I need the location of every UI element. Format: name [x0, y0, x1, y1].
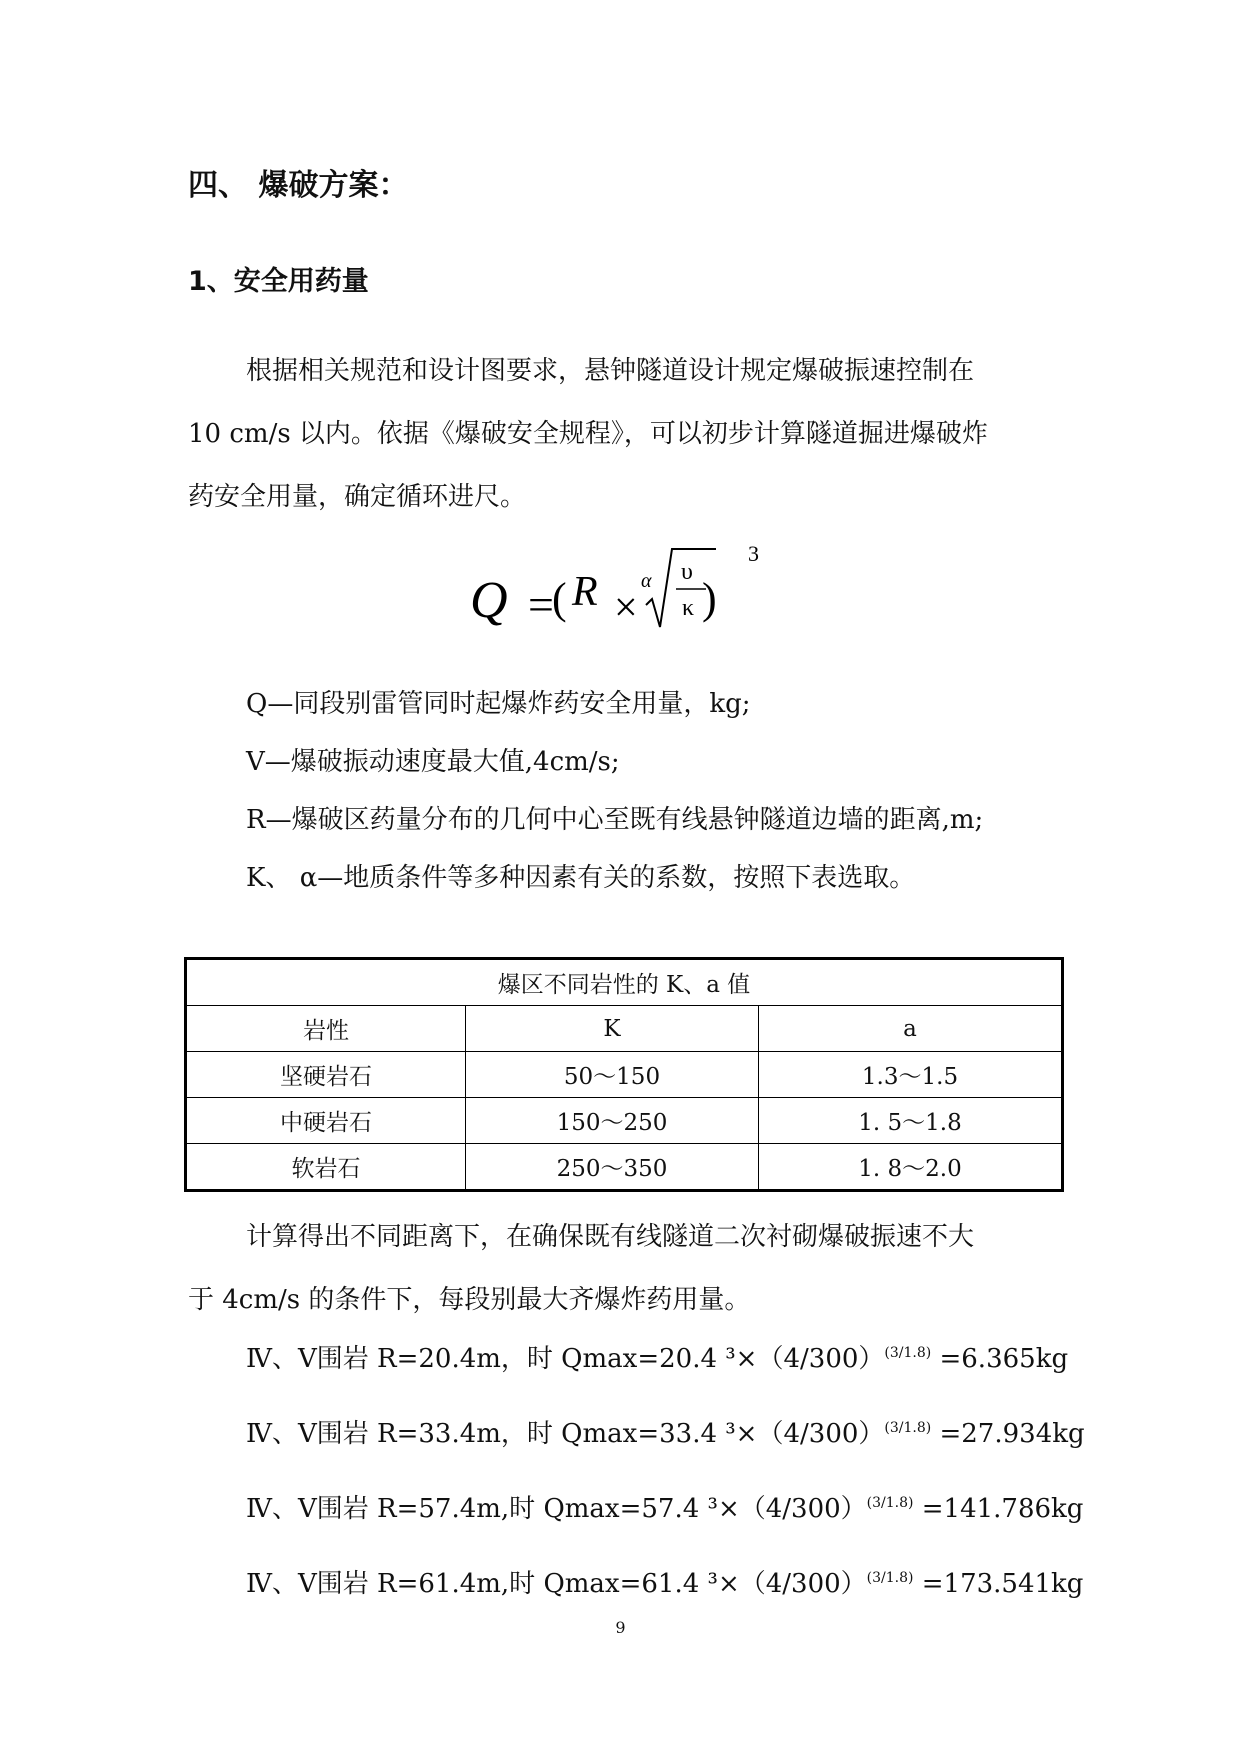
formula-denominator: κ: [682, 595, 695, 621]
calc-expression: Ⅳ、Ⅴ围岩 R=61.4m,时 Qmax=61.4 ³×（4/300）: [246, 1569, 867, 1599]
table-row: [186, 1052, 1063, 1098]
formula-equals: =: [528, 579, 554, 630]
calc-exponent: (3/1.8): [866, 1570, 914, 1586]
formula-exponent: 3: [748, 541, 759, 566]
definition-q: Q—同段别雷管同时起爆炸药安全用量，kg;: [246, 689, 751, 719]
formula-q: Q: [470, 572, 508, 629]
calc-exponent: (3/1.8): [884, 1420, 932, 1436]
table-caption: 爆区不同岩性的 K、a 值: [186, 959, 1063, 1006]
definition-k-alpha: K、 α—地质条件等多种因素有关的系数，按照下表选取。: [246, 863, 916, 893]
calc-expression: Ⅳ、Ⅴ围岩 R=20.4m，时 Qmax=20.4 ³×（4/300）: [246, 1344, 885, 1374]
calc-expression: Ⅳ、Ⅴ围岩 R=57.4m,时 Qmax=57.4 ³×（4/300）: [246, 1494, 867, 1524]
cell-rock-type: 中硬岩石: [186, 1098, 466, 1144]
intro-line-2: 10 cm/s 以内。依据《爆破安全规程》，可以初步计算隧道掘进爆破炸: [188, 419, 988, 449]
section-title: 四、 爆破方案：: [188, 168, 409, 203]
cell-k: 250～350: [466, 1144, 759, 1191]
rock-coefficient-table: [184, 957, 1064, 1192]
formula-alpha: α: [641, 570, 652, 592]
cell-rock-type: 软岩石: [186, 1144, 466, 1191]
cell-a: 1. 5～1.8: [759, 1098, 1063, 1144]
subsection-title: 1、安全用药量: [188, 266, 369, 297]
page-number: 9: [615, 1618, 626, 1637]
cell-a: 1.3～1.5: [759, 1052, 1063, 1098]
header-a: a: [759, 1006, 1063, 1052]
formula-right-paren: ): [702, 574, 717, 623]
calc-exponent: (3/1.8): [866, 1495, 914, 1511]
calc-result: =173.541kg: [913, 1569, 1084, 1599]
cell-k: 150～250: [466, 1098, 759, 1144]
calc-line: [246, 1413, 1085, 1450]
header-k: K: [466, 1006, 759, 1052]
table-header-row: [186, 1006, 1063, 1052]
formula-left-paren: (: [552, 574, 567, 623]
cell-k: 50～150: [466, 1052, 759, 1098]
calc-line: [246, 1488, 1083, 1525]
intro-line-3: 药安全用量，确定循环进尺。: [188, 482, 527, 512]
table-caption-row: [186, 959, 1063, 1006]
calc-result: =141.786kg: [913, 1494, 1084, 1524]
calc-line: [246, 1563, 1083, 1600]
formula-times: ×: [614, 585, 638, 631]
definition-v: V—爆破振动速度最大值,4cm/s;: [246, 747, 620, 777]
calc-line: [246, 1338, 1068, 1375]
header-rock-type: 岩性: [186, 1006, 466, 1052]
intro-line-1: 根据相关规范和设计图要求，悬钟隧道设计规定爆破振速控制在: [246, 356, 975, 386]
table-row: [186, 1144, 1063, 1191]
result-line-2: 于 4cm/s 的条件下，每段别最大齐爆炸药用量。: [188, 1285, 751, 1315]
formula-r: R: [572, 569, 598, 615]
cell-a: 1. 8～2.0: [759, 1144, 1063, 1191]
calc-result: =27.934kg: [931, 1419, 1085, 1449]
formula-numerator: υ: [681, 559, 693, 585]
cell-rock-type: 坚硬岩石: [186, 1052, 466, 1098]
calc-exponent: (3/1.8): [884, 1345, 932, 1361]
calc-expression: Ⅳ、Ⅴ围岩 R=33.4m，时 Qmax=33.4 ³×（4/300）: [246, 1419, 885, 1449]
charge-formula: [0, 535, 1241, 645]
result-line-1: 计算得出不同距离下，在确保既有线隧道二次衬砌爆破振速不大: [246, 1222, 975, 1252]
definition-r: R—爆破区药量分布的几何中心至既有线悬钟隧道边墙的距离,m;: [246, 805, 984, 835]
table-row: [186, 1098, 1063, 1144]
calc-result: =6.365kg: [931, 1344, 1069, 1374]
